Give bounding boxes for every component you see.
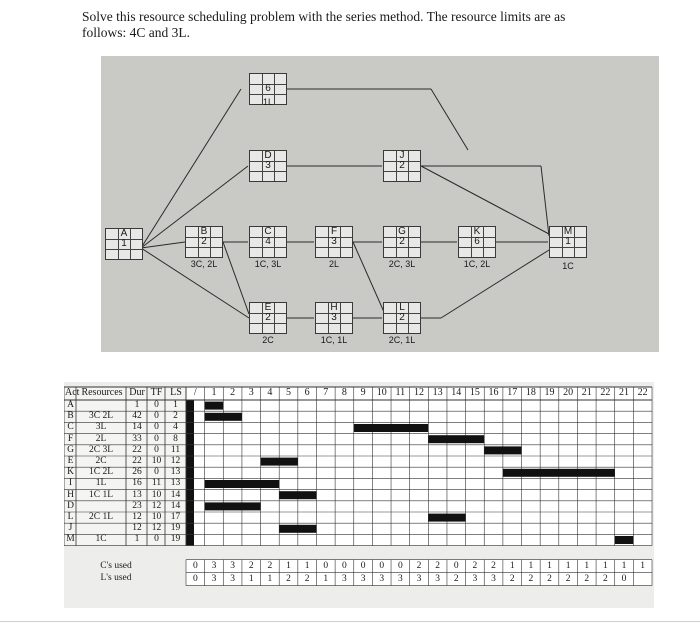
duration-cell: 14 bbox=[132, 422, 142, 433]
activity-node-d: D 3 bbox=[249, 150, 287, 182]
late-start-cell: 17 bbox=[170, 512, 181, 522]
activity-node-b: B 2 bbox=[185, 226, 223, 258]
ls-used-value: 3 bbox=[397, 573, 403, 584]
resources-cell: 1C bbox=[95, 534, 107, 545]
cs-used-value: 2 bbox=[416, 560, 422, 571]
resource-label-m: 1C bbox=[562, 261, 574, 271]
cs-used-value: 3 bbox=[230, 560, 235, 571]
total-float-cell: 12 bbox=[151, 500, 162, 511]
late-start-cell: 19 bbox=[170, 534, 181, 545]
duration-cell: 22 bbox=[132, 456, 142, 466]
activity-cell: M bbox=[66, 534, 75, 545]
resources-cell: 2L bbox=[95, 433, 107, 444]
activity-node-e: E 2 bbox=[249, 302, 287, 334]
activity-node-c: C 4 bbox=[249, 226, 287, 258]
activity-node-f: F 3 bbox=[315, 226, 353, 258]
activity-cell: E bbox=[67, 456, 74, 466]
ls-used-value: 1 bbox=[248, 573, 254, 584]
resource-label-f: 2L bbox=[328, 259, 339, 269]
late-start-cell: 1 bbox=[173, 400, 178, 410]
duration-cell: 16 bbox=[132, 478, 142, 489]
cs-used-value: 1 bbox=[509, 560, 515, 571]
column-zero-bar bbox=[186, 400, 194, 546]
cs-used-value: 0 bbox=[379, 560, 385, 571]
resources-cell: 3C 2L bbox=[88, 411, 113, 422]
cs-used-value: 1 bbox=[584, 560, 590, 571]
ls-used-value: 2 bbox=[453, 573, 459, 584]
activity-cell: L bbox=[67, 512, 74, 522]
resource-label-l: 2C, 1L bbox=[388, 335, 416, 345]
day-number: 5 bbox=[286, 387, 291, 398]
divider bbox=[0, 621, 700, 622]
cs-used-value: 0 bbox=[342, 560, 347, 571]
late-start-cell: 13 bbox=[170, 478, 181, 489]
cs-used-value: 2 bbox=[248, 560, 254, 571]
schedule-bar bbox=[615, 536, 634, 544]
day-number: 22 bbox=[637, 387, 648, 398]
activity-cell: B bbox=[67, 411, 74, 422]
schedule-bar bbox=[205, 502, 261, 510]
activity-node-m: M 1 bbox=[549, 226, 587, 258]
resource-label-c: 1C, 3L bbox=[254, 259, 282, 269]
schedule-bar bbox=[205, 480, 280, 488]
resource-schedule-table bbox=[64, 382, 654, 608]
activity-cell: F bbox=[67, 433, 74, 444]
late-start-cell: 13 bbox=[170, 467, 181, 478]
total-float-cell: 0 bbox=[154, 467, 159, 478]
ls-used-value: 2 bbox=[584, 573, 590, 584]
total-float-cell: 10 bbox=[151, 456, 162, 466]
duration-cell: 1 bbox=[134, 534, 140, 545]
activity-node-l: L 2 bbox=[383, 302, 421, 334]
column-header: LS bbox=[170, 387, 182, 398]
ls-used-value: 2 bbox=[547, 573, 552, 584]
duration-cell: 22 bbox=[132, 444, 142, 455]
resources-cell: 1C 2L bbox=[88, 467, 113, 478]
cs-used-value: 1 bbox=[603, 560, 608, 571]
day-number: 7 bbox=[323, 387, 329, 398]
day-number: 19 bbox=[544, 387, 555, 398]
activity-cell: K bbox=[67, 467, 74, 478]
day-number: 11 bbox=[395, 387, 406, 398]
resources-cell: 2C 3L bbox=[88, 444, 113, 455]
ls-used-value: 3 bbox=[342, 573, 347, 584]
day-number: 3 bbox=[248, 387, 254, 398]
activity-node-i: 6 bbox=[249, 73, 287, 105]
schedule-bar bbox=[354, 424, 429, 432]
cs-used-value: 0 bbox=[192, 560, 198, 571]
duration-cell: 23 bbox=[132, 500, 142, 511]
duration-cell: 12 bbox=[132, 523, 142, 534]
day-number: 12 bbox=[413, 387, 424, 398]
resource-label-k: 1C, 2L bbox=[463, 259, 491, 269]
ls-used-value: 1 bbox=[323, 573, 329, 584]
schedule-bar bbox=[205, 402, 224, 410]
ls-used-value: 3 bbox=[435, 573, 440, 584]
activity-cell: G bbox=[67, 444, 74, 455]
cs-used-value: 0 bbox=[360, 560, 366, 571]
late-start-cell: 14 bbox=[170, 489, 181, 500]
late-start-cell: 19 bbox=[170, 523, 181, 534]
duration-cell: 1 bbox=[134, 400, 140, 410]
cs-used-value: 1 bbox=[640, 560, 646, 571]
schedule-bar bbox=[428, 435, 484, 443]
total-float-cell: 0 bbox=[154, 411, 159, 422]
activity-node-j: J 2 bbox=[383, 150, 421, 182]
cs-used-label: C's used bbox=[100, 560, 132, 571]
cs-used-value: 0 bbox=[323, 560, 329, 571]
question-text-line1: Solve this resource scheduling problem with the series method. The resource limits are as bbox=[82, 9, 566, 24]
total-float-cell: 0 bbox=[154, 400, 159, 410]
resources-cell: 3L bbox=[95, 422, 107, 433]
activity-cell: I bbox=[68, 478, 73, 489]
activity-cell: A bbox=[67, 400, 74, 410]
day-number: / bbox=[193, 387, 197, 398]
activity-node-h: H 3 bbox=[315, 302, 353, 334]
cs-used-value: 0 bbox=[397, 560, 403, 571]
ls-used-value: 2 bbox=[565, 573, 571, 584]
cs-used-value: 1 bbox=[528, 560, 534, 571]
schedule-bar bbox=[279, 491, 316, 499]
late-start-cell: 11 bbox=[170, 444, 181, 455]
day-number: 9 bbox=[360, 387, 366, 398]
schedule-bar bbox=[484, 446, 521, 454]
resource-label-g: 2C, 3L bbox=[388, 259, 416, 269]
day-number: 16 bbox=[488, 387, 499, 398]
cs-used-value: 2 bbox=[435, 560, 440, 571]
resource-label-b: 3C, 2L bbox=[190, 259, 218, 269]
column-header: Dur bbox=[129, 387, 145, 398]
schedule-bar bbox=[279, 525, 316, 533]
day-number: 13 bbox=[432, 387, 443, 398]
cs-used-value: 1 bbox=[565, 560, 571, 571]
total-float-cell: 0 bbox=[154, 422, 159, 433]
network-diagram bbox=[101, 56, 659, 352]
day-number: 17 bbox=[507, 387, 518, 398]
cs-used-value: 0 bbox=[453, 560, 459, 571]
activity-node-g: G 2 bbox=[383, 226, 421, 258]
ls-used-value: 0 bbox=[621, 573, 627, 584]
schedule-bar bbox=[205, 413, 242, 421]
day-number: 15 bbox=[469, 387, 480, 398]
duration-cell: 33 bbox=[132, 433, 142, 444]
ls-used-value: 2 bbox=[603, 573, 608, 584]
ls-used-value: 2 bbox=[509, 573, 515, 584]
day-number: 14 bbox=[451, 387, 462, 398]
activity-node-a: A 1 bbox=[105, 228, 143, 260]
ls-used-value: 3 bbox=[416, 573, 422, 584]
day-number: 18 bbox=[525, 387, 536, 398]
late-start-cell: 14 bbox=[170, 500, 181, 511]
ls-used-value: 3 bbox=[360, 573, 366, 584]
day-number: 21 bbox=[619, 387, 630, 398]
column-header: TF bbox=[150, 387, 163, 398]
cs-used-value: 2 bbox=[472, 560, 478, 571]
resources-cell: 2C bbox=[95, 456, 107, 466]
cs-used-value: 1 bbox=[621, 560, 627, 571]
ls-used-value: 3 bbox=[379, 573, 385, 584]
duration-cell: 12 bbox=[132, 512, 142, 522]
day-number: 1 bbox=[211, 387, 217, 398]
schedule-bar bbox=[261, 458, 298, 466]
total-float-cell: 12 bbox=[151, 523, 162, 534]
duration-cell: 26 bbox=[132, 467, 142, 478]
day-number: 4 bbox=[267, 387, 273, 398]
cs-used-value: 1 bbox=[286, 560, 291, 571]
resources-cell: 1L bbox=[95, 478, 107, 489]
duration-cell: 42 bbox=[132, 411, 142, 422]
ls-used-value: 2 bbox=[304, 573, 310, 584]
ls-used-value: 0 bbox=[192, 573, 198, 584]
ls-used-label: L's used bbox=[100, 572, 132, 583]
day-number: 10 bbox=[376, 387, 387, 398]
activity-cell: C bbox=[67, 422, 74, 433]
late-start-cell: 4 bbox=[173, 422, 178, 433]
ls-used-value: 1 bbox=[267, 573, 273, 584]
resources-cell: 2C 1L bbox=[88, 512, 113, 522]
late-start-cell: 2 bbox=[173, 411, 178, 422]
late-start-cell: 8 bbox=[173, 433, 178, 444]
cs-used-value: 2 bbox=[491, 560, 496, 571]
activity-cell: H bbox=[67, 489, 74, 500]
total-float-cell: 0 bbox=[154, 534, 159, 545]
cs-used-value: 1 bbox=[547, 560, 552, 571]
ls-used-value: 2 bbox=[286, 573, 291, 584]
cs-used-value: 3 bbox=[211, 560, 217, 571]
total-float-cell: 10 bbox=[151, 512, 162, 522]
network-arrows bbox=[101, 56, 659, 352]
column-header: Resources bbox=[81, 387, 123, 398]
schedule-bar bbox=[503, 469, 615, 477]
question-text-line2: follows: 4C and 3L. bbox=[82, 25, 190, 40]
day-number: 20 bbox=[563, 387, 574, 398]
column-header: Act bbox=[65, 387, 80, 398]
ls-used-value: 3 bbox=[491, 573, 496, 584]
ls-used-value: 3 bbox=[211, 573, 217, 584]
total-float-cell: 0 bbox=[154, 433, 159, 444]
day-number: 6 bbox=[304, 387, 310, 398]
total-float-cell: 11 bbox=[151, 478, 162, 489]
resource-label-h: 1C, 1L bbox=[320, 335, 348, 345]
total-float-cell: 0 bbox=[154, 444, 159, 455]
day-number: 8 bbox=[341, 387, 347, 398]
activity-cell: J bbox=[68, 523, 73, 534]
resources-cell: 1C 1L bbox=[88, 489, 113, 500]
schedule-bar bbox=[428, 514, 465, 522]
resource-label-e: 2C bbox=[262, 335, 274, 345]
total-float-cell: 10 bbox=[151, 489, 162, 500]
day-number: 22 bbox=[600, 387, 611, 398]
day-number: 21 bbox=[581, 387, 592, 398]
late-start-cell: 12 bbox=[170, 456, 181, 466]
activity-cell: D bbox=[67, 500, 74, 511]
resource-label-i: 1L bbox=[262, 97, 273, 107]
cs-used-value: 1 bbox=[304, 560, 310, 571]
day-number: 2 bbox=[230, 387, 236, 398]
activity-node-k: K 6 bbox=[458, 226, 496, 258]
ls-used-value: 2 bbox=[528, 573, 534, 584]
cs-used-value: 2 bbox=[267, 560, 273, 571]
ls-used-value: 3 bbox=[472, 573, 478, 584]
duration-cell: 13 bbox=[132, 489, 142, 500]
ls-used-value: 3 bbox=[230, 573, 235, 584]
